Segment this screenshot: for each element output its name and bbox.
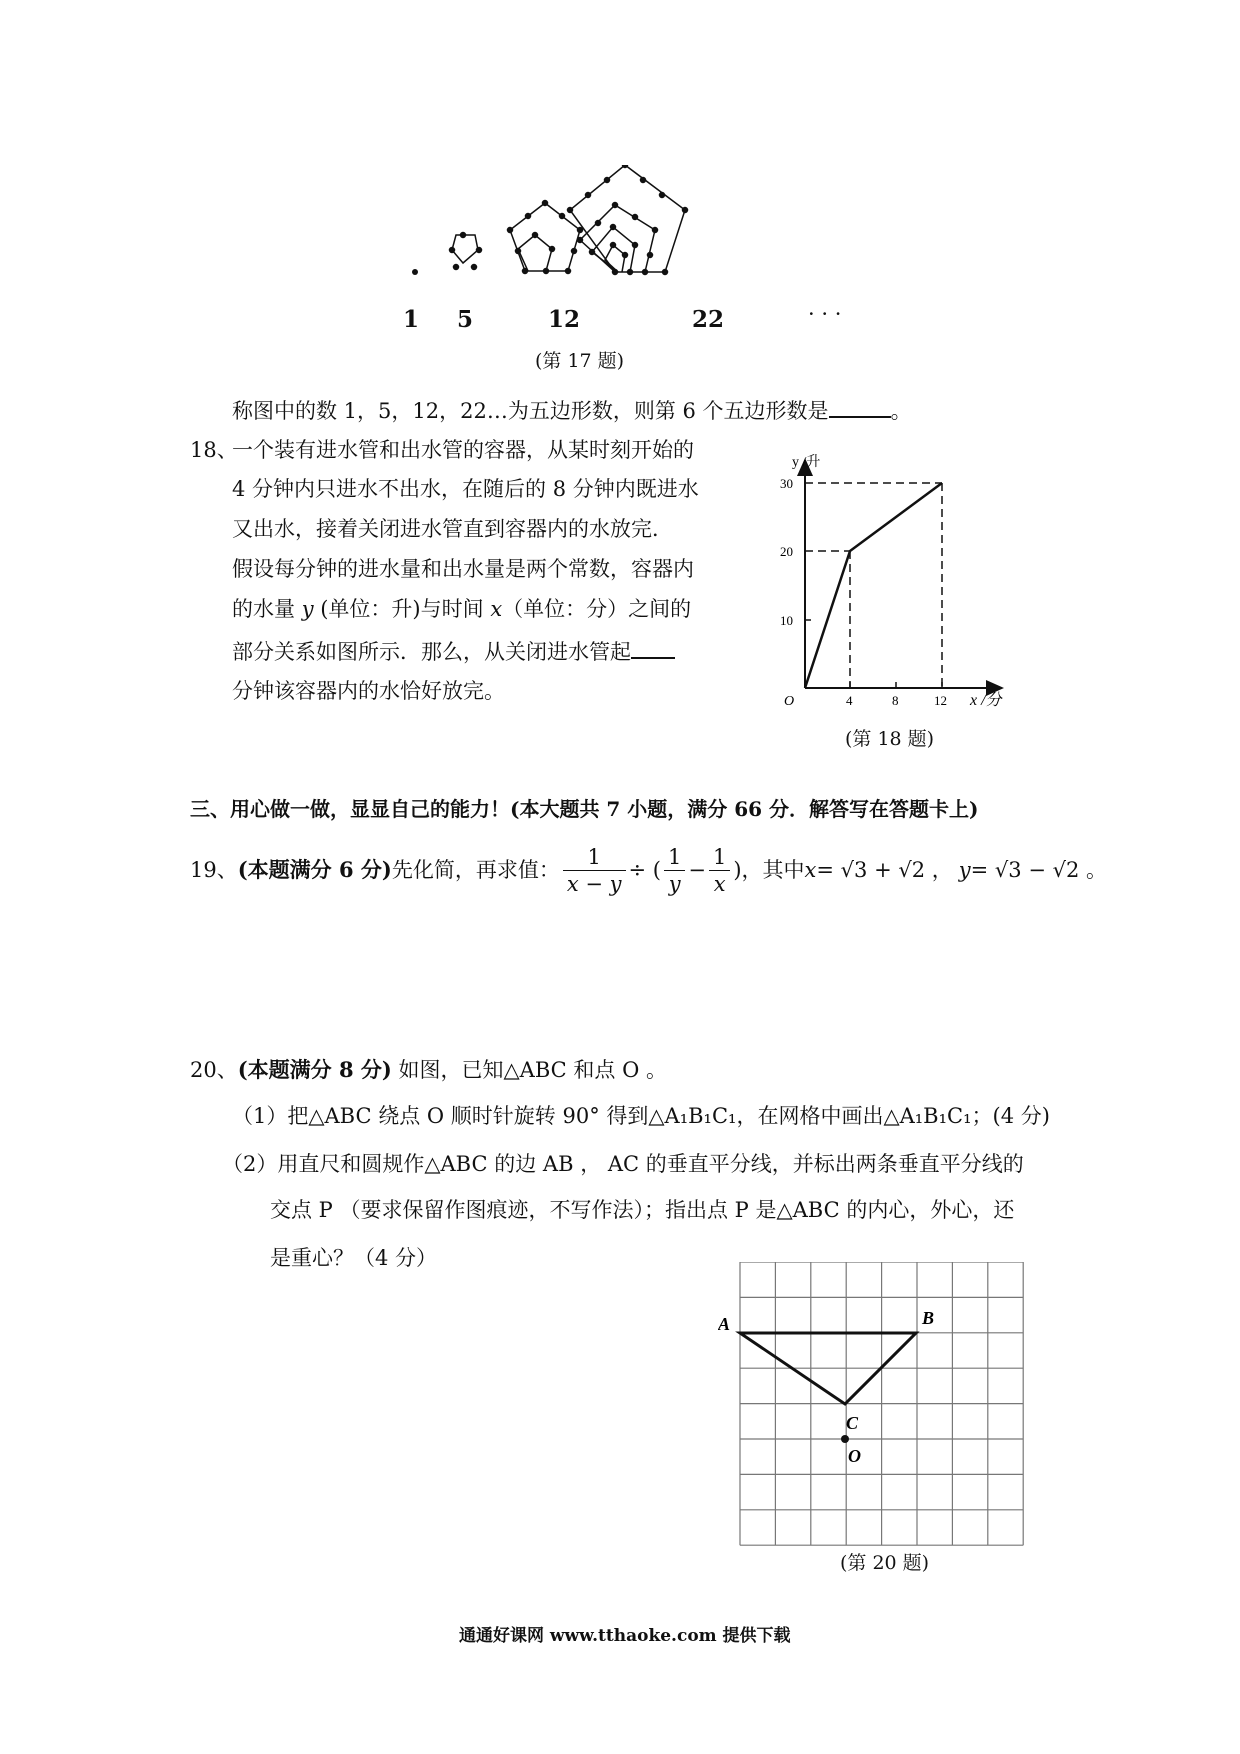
- q18-line-5a: 的水量: [232, 597, 302, 621]
- q17-caption: (第 17 题): [535, 350, 625, 372]
- q18-var-x: x: [490, 597, 503, 621]
- q20-intro: [190, 1056, 667, 1084]
- q19-div: ÷ (: [628, 858, 661, 882]
- q18-x-tick-12: 12: [934, 693, 947, 708]
- q20-score: (本题满分 8 分): [237, 1057, 392, 1082]
- q18-line-6: [232, 637, 675, 666]
- q18-line-1: 一个装有进水管和出水管的容器，从某时刻开始的: [232, 438, 694, 462]
- q17-text: 称图中的数 1，5，12，22…为五边形数，则第 6 个五边形数是: [232, 399, 829, 423]
- q17-text-end: 。: [890, 399, 912, 423]
- q20-intro-text: 如图，已知△ABC 和点 O 。: [391, 1058, 667, 1082]
- pentagon-5: [450, 233, 482, 270]
- q18-y-axis-label: y /升: [792, 455, 821, 470]
- q19-score: (本题满分 6 分): [237, 857, 392, 882]
- q18-var-y: y: [301, 597, 314, 621]
- q20-part2-line1: （2）用直尺和圆规作△ABC 的边 AB ， AC 的垂直平分线，并标出两条垂直平分线的: [222, 1152, 1024, 1176]
- label-a: A: [718, 1314, 731, 1334]
- q17-answer-blank[interactable]: [829, 396, 891, 418]
- q19-fraction-2: [664, 844, 685, 897]
- q19-fraction-3: [709, 844, 730, 897]
- q19-frac3-den: x: [713, 871, 726, 896]
- label-o: O: [848, 1446, 861, 1466]
- q18-y-tick-30: 30: [780, 476, 793, 491]
- q19-text: 先化简，再求值：: [391, 858, 560, 882]
- q20-number: 20、: [190, 1058, 238, 1082]
- q18-y-tick-20: 20: [780, 544, 793, 559]
- pentagon-number-5: 5: [457, 306, 474, 333]
- q18-x-tick-4: 4: [846, 693, 853, 708]
- q18-answer-blank[interactable]: [631, 637, 675, 659]
- label-b: B: [922, 1308, 935, 1328]
- q20-part1: （1）把△ABC 绕点 O 顺时针旋转 90° 得到△A₁B₁C₁，在网格中画出△A₁B₁C₁；(4 分): [232, 1104, 1050, 1128]
- q18-line-5c: （单位：分）之间的: [502, 597, 692, 621]
- q19-minus: −: [688, 858, 706, 882]
- q18-origin-label: O: [784, 694, 795, 708]
- q19: [190, 840, 1107, 900]
- q18-y-tick-10: 10: [780, 613, 793, 628]
- q18-line-6-text: 部分关系如图所示．那么，从关闭进水管起: [232, 640, 631, 664]
- q18-x-tick-8: 8: [892, 693, 899, 708]
- q18-line-5b: (单位：升)与时间: [313, 597, 491, 621]
- q18-line-7: 分钟该容器内的水恰好放完。: [232, 679, 505, 703]
- q20-part2-line2: 交点 P （要求保留作图痕迹，不写作法）；指出点 P 是△ABC 的内心，外心，还: [270, 1198, 1015, 1222]
- q18-caption: (第 18 题): [845, 728, 935, 750]
- q19-frac2-den: y: [668, 871, 681, 896]
- q19-close: )，其中: [733, 858, 805, 882]
- q18-line-3: 又出水，接着关闭进水管直到容器内的水放完．: [232, 517, 673, 541]
- q18-line-4: 假设每分钟的进水量和出水量是两个常数，容器内: [232, 557, 694, 581]
- pentagon-number-1: 1: [403, 306, 420, 333]
- q20-grid: [740, 1262, 1023, 1545]
- pentagon-dot-1: [412, 269, 418, 275]
- q19-y-value: = √3 − √2 。: [970, 858, 1108, 882]
- q18-graph: [780, 448, 1020, 708]
- pentagon-22: [568, 165, 688, 275]
- q20-caption: (第 20 题): [840, 1552, 930, 1574]
- q17-question: [232, 396, 912, 425]
- q19-frac3-num: 1: [709, 844, 730, 871]
- q18-line-series: [805, 483, 942, 688]
- q18-x-axis-label: x /分: [970, 692, 1002, 708]
- q18-number: 18、: [190, 438, 238, 462]
- q19-frac2-num: 1: [664, 844, 685, 871]
- footer-source: 通通好课网 www.tthaoke.com 提供下载: [459, 1626, 791, 1646]
- q19-frac1-num: 1: [563, 844, 626, 871]
- q17-figure: [400, 165, 820, 315]
- q19-y-var: y: [958, 858, 971, 882]
- q20-part2-line3: 是重心？（4 分）: [270, 1246, 438, 1270]
- pentagon-number-12: 12: [548, 306, 581, 333]
- q19-number: 19、: [190, 858, 238, 882]
- q19-x-value: = √3 + √2 ，: [816, 858, 953, 882]
- label-c: C: [846, 1413, 859, 1433]
- section3-heading: 三、用心做一做，显显自己的能力！(本大题共 7 小题，满分 66 分．解答写在答题卡上): [190, 797, 979, 821]
- q19-frac1-den: x − y: [566, 871, 622, 896]
- pentagon-number-22: 22: [692, 306, 725, 333]
- q18-line-5: [232, 595, 691, 623]
- pentagon-ellipsis: · · ·: [808, 302, 842, 326]
- q19-x-var: x: [804, 858, 817, 882]
- q20-grid-figure: [718, 1262, 1028, 1562]
- q18-line-2: 4 分钟内只进水不出水，在随后的 8 分钟内既进水: [232, 477, 699, 501]
- point-o: [841, 1435, 849, 1443]
- q19-fraction-1: [563, 844, 626, 897]
